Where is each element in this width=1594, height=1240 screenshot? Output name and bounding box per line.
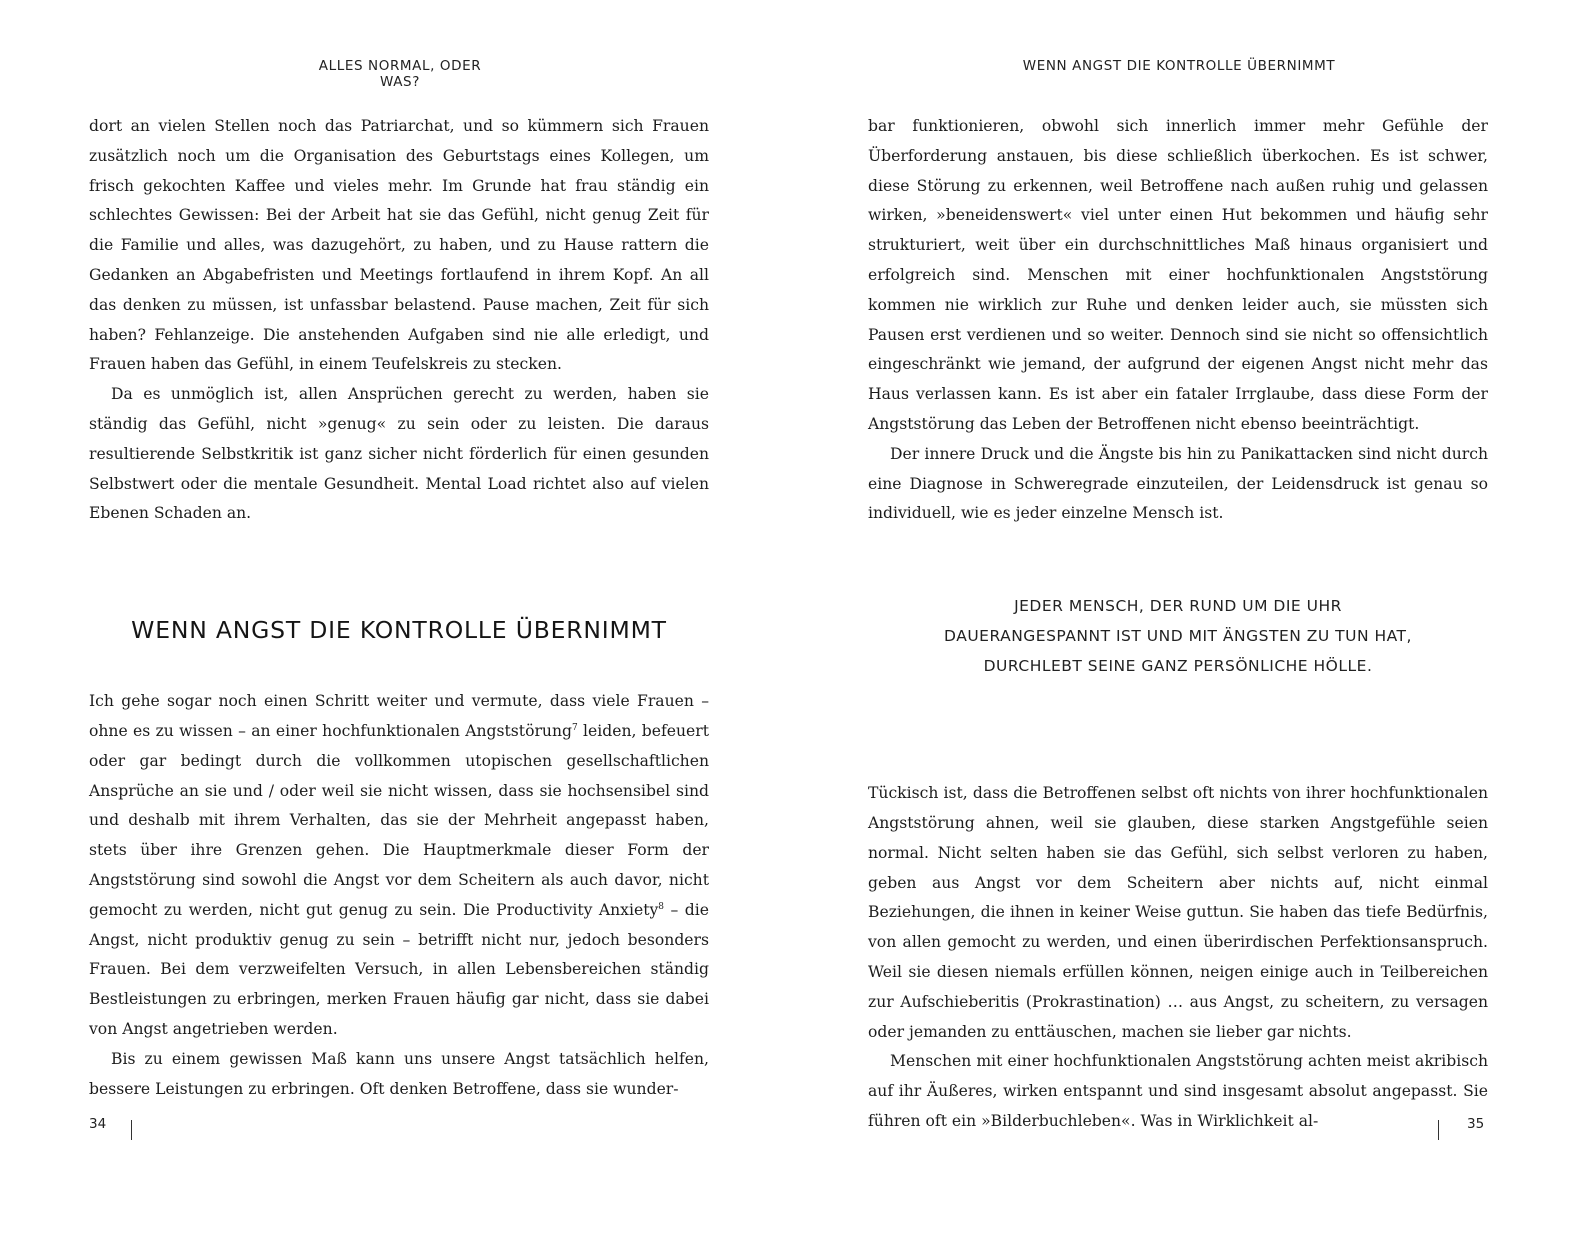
pull-quote-line: DURCHLEBT SEINE GANZ PERSÖNLICHE HÖLLE.	[983, 657, 1373, 676]
body-paragraph: Menschen mit einer hochfunktionalen Angststörung achten meist akribisch auf ihr Äußeres, wirken entspannt und sind insgesamt absolut angepasst. Sie führen oft ein »Bilderbuchleben«. Was in Wirklichkeit al-	[868, 1052, 1488, 1130]
left-text-block	[89, 112, 709, 1104]
right-text-block	[868, 112, 1488, 1137]
body-paragraph: Ich gehe sogar noch einen Schritt weiter und vermute, dass viele Frauen – ohne es zu wissen – an einer hochfunktionalen Angststörung$^7$ leiden, befeuert oder gar bedingt durch die vollkommen utopischen gesellschaftlichen Ansprüche an sie und / oder weil sie nicht wissen, dass sie hochsensibel sind und deshalb mit ihrem Verhalten, das sie der Mehrheit angepasst haben, stets über ihre Grenzen gehen. Die Hauptmerkmale dieser Form der Angststörung sind sowohl die Angst vor dem Scheitern als auch davor, nicht gemocht zu werden, nicht gut genug zu sein. Die Productivity Anxiety$^8$ – die Angst, nicht produktiv genug zu sein – betrifft nicht nur, jedoch besonders Frauen. Bei dem verzweifelten Versuch, in allen Lebensbereichen ständig Bestleistungen zu erbringen, merken Frauen häufig gar nicht, dass sie dabei von Angst angetrieben werden.	[89, 692, 710, 1038]
pull-quote-line: JEDER MENSCH, DER RUND UM DIE UHR	[1014, 597, 1342, 616]
body-paragraph: bar funktionieren, obwohl sich innerlich immer mehr Gefühle der Überforderung anstauen, bis diese schließlich überkochen. Es ist schwer, diese Störung zu erkennen, weil Betroffene nach außen ruhig und gelassen wirken, »beneidenswert« viel unter einen Hut bekommen und häufig sehr strukturiert, weit über ein durchschnittliches Maß hinaus organisiert und erfolgreich sind. Menschen mit einer hochfunktionalen Angststörung kommen nie wirklich zur Ruhe und denken leider auch, sie müssten sich Pausen erst verdienen und so weiter. Dennoch sind sie nicht so offensichtlich eingeschränkt wie jemand, der aufgrund der eigenen Angst nicht mehr das Haus verlassen kann. Es ist aber ein fataler Irrglaube, dass diese Form der Angststörung das Leben der Betroffenen nicht ebenso beeinträchtigt.	[868, 117, 1488, 433]
footnote-marker[interactable]: 8	[658, 901, 665, 912]
body-paragraph: Bis zu einem gewissen Maß kann uns unsere Angst tatsächlich helfen, bessere Leistungen zu erbringen. Oft denken Betroffene, dass sie wunder-	[89, 1049, 709, 1098]
body-paragraph: Tückisch ist, dass die Betroffenen selbst oft nichts von ihrer hochfunktionalen Angststörung ahnen, weil sie glauben, diese starken Angstgefühle seien normal. Nicht selten haben sie das Gefühl, sich selbst verloren zu haben, geben aus Angst vor dem Scheitern aber nichts auf, nicht einmal Beziehungen, die ihnen in keiner Weise guttun. Sie haben das tiefe Bedürfnis, von allen gemocht zu werden, und einen überirdischen Perfektionsanspruch. Weil sie diesen niemals erfüllen können, neigen einige auch in Teilbereichen zur Aufschieberitis (Prokrastination) … aus Angst, zu scheitern, zu versagen oder jemanden zu enttäuschen, machen sie lieber gar nichts.	[868, 784, 1488, 1041]
page-number-left: 34	[89, 1116, 107, 1132]
left-page: ALLES NORMAL, ODER WAS? dort an vielen Stellen noch das Patriarchat, und so kümmern sich Frauen zusätzlich noch um die Organisation des Geburtstags eines Kollegen, um frisch gekochten Kaffee und vieles mehr. Im Grunde hat frau ständig ein schlechtes Gewissen: Bei der Arbeit hat sie das Gefühl, nicht genug Zeit für die Familie und alles, was dazugehört, zu haben, und zu Hause rattern die Gedanken an Abgabefristen und Meetings fortlaufend in ihrem Kopf. An all das denken zu müssen, ist unfassbar belastend. Pause machen, Zeit für sich haben? Fehlanzeige. Die anstehenden Aufgaben sind nie alle erledigt, und Frauen haben das Gefühl, in einem Teufelskreis zu stecken. Da es unmöglich ist, allen Ansprüchen gerecht zu werden, haben sie ständig das Gefühl, nicht »genug« zu sein oder zu leisten. Die daraus resultierende Selbstkritik ist ganz sicher nicht förderlich für einen gesunden Selbstwert oder die mentale Gesundheit. Mental Load richtet also auf vielen Ebenen Schaden an. WENN ANGST DIE KONTROLLE ÜBERNIMMT Ich gehe sogar noch einen Schritt weiter und vermute, dass viele Frauen – ohne es zu wissen – an einer hochfunktionalen Angststörung$^7$ leiden, befeuert oder gar bedingt durch die vollkommen utopischen gesellschaftlichen Ansprüche an sie und / oder weil sie nicht wissen, dass sie hochsensibel sind und deshalb mit ihrem Verhalten, das sie der Mehrheit angepasst haben, stets über ihre Grenzen gehen. Die Hauptmerkmale dieser Form der Angststörung sind sowohl die Angst vor dem Scheitern als auch davor, nicht gemocht zu werden, nicht gut genug zu sein. Die Productivity Anxiety$^8$ – die Angst, nicht produktiv genug zu sein – betrifft nicht nur, jedoch besonders Frauen. Bei dem verzweifelten Versuch, in allen Lebensbereichen ständig Bestleistungen zu erbringen, merken Frauen häufig gar nicht, dass sie dabei von Angst angetrieben werden. Bis zu einem gewissen Maß kann uns unsere Angst tatsächlich helfen, bessere Leistungen zu erbringen. Oft denken Betroffene, dass sie wunder- 34	[0, 0, 797, 1240]
folio-divider	[131, 1120, 132, 1140]
footnote-marker[interactable]: 7	[572, 722, 578, 733]
pull-quote-line: DAUERANGESPANNT IST UND MIT ÄNGSTEN ZU TUN HAT,	[944, 627, 1412, 646]
body-paragraph: dort an vielen Stellen noch das Patriarchat, und so kümmern sich Frauen zusätzlich noch um die Organisation des Geburtstags eines Kollegen, um frisch gekochten Kaffee und vieles mehr. Im Grunde hat frau ständig ein schlechtes Gewissen: Bei der Arbeit hat sie das Gefühl, nicht genug Zeit für die Familie und alles, was dazugehört, zu haben, und zu Hause rattern die Gedanken an Abgabefristen und Meetings fortlaufend in ihrem Kopf. An all das denken zu müssen, ist unfassbar belastend. Pause machen, Zeit für sich haben? Fehlanzeige. Die anstehenden Aufgaben sind nie alle erledigt, und Frauen haben das Gefühl, in einem Teufelskreis zu stecken.	[89, 117, 709, 374]
pull-quote	[868, 591, 1488, 681]
chapter-heading: WENN ANGST DIE KONTROLLE ÜBERNIMMT	[131, 616, 667, 645]
right-page: WENN ANGST DIE KONTROLLE ÜBERNIMMT bar funktionieren, obwohl sich innerlich immer mehr Gefühle der Überforderung anstauen, bis diese schließlich überkochen. Es ist schwer, diese Störung zu erkennen, weil Betroffene nach außen ruhig und gelassen wirken, »beneidenswert« viel unter einen Hut bekommen und häufig sehr strukturiert, weit über ein durchschnittliches Maß hinaus organisiert und erfolgreich sind. Menschen mit einer hochfunktionalen Angststörung kommen nie wirklich zur Ruhe und denken leider auch, sie müssten sich Pausen erst verdienen und so weiter. Dennoch sind sie nicht so offensichtlich eingeschränkt wie jemand, der aufgrund der eigenen Angst nicht mehr das Haus verlassen kann. Es ist aber ein fataler Irrglaube, dass diese Form der Angststörung das Leben der Betroffenen nicht ebenso beeinträchtigt. Der innere Druck und die Ängste bis hin zu Panikattacken sind nicht durch eine Diagnose in Schweregrade einzuteilen, der Leidensdruck ist genau so individuell, wie es jeder einzelne Mensch ist. JEDER MENSCH, DER RUND UM DIE UHR DAUERANGESPANNT IST UND MIT ÄNGSTEN ZU TUN HAT, DURCHLEBT SEINE GANZ PERSÖNLICHE HÖLLE. Tückisch ist, dass die Betroffenen selbst oft nichts von ihrer hochfunktionalen Angststörung ahnen, weil sie glauben, diese starken Angstgefühle seien normal. Nicht selten haben sie das Gefühl, sich selbst verloren zu haben, geben aus Angst vor dem Scheitern aber nichts auf, nicht einmal Beziehungen, die ihnen in keiner Weise guttun. Sie haben das tiefe Bedürfnis, von allen gemocht zu werden, und einen überirdischen Perfektionsanspruch. Weil sie diesen niemals erfüllen können, neigen einige auch in Teilbereichen zur Aufschieberitis (Prokrastination) … aus Angst, zu scheitern, zu versagen oder jemanden zu enttäuschen, machen sie lieber gar nichts. Menschen mit einer hochfunktionalen Angststörung achten meist akribisch auf ihr Äußeres, wirken entspannt und sind insgesamt absolut angepasst. Sie führen oft ein »Bilderbuchleben«. Was in Wirklichkeit al- 35	[797, 0, 1594, 1240]
page-number-right: 35	[1467, 1116, 1485, 1132]
folio-divider	[1438, 1120, 1439, 1140]
body-paragraph: Der innere Druck und die Ängste bis hin zu Panikattacken sind nicht durch eine Diagnose in Schweregrade einzuteilen, der Leidensdruck ist genau so individuell, wie es jeder einzelne Mensch ist.	[868, 444, 1488, 523]
body-paragraph: Da es unmöglich ist, allen Ansprüchen gerecht zu werden, haben sie ständig das Gefühl, nicht »genug« zu sein oder zu leisten. Die daraus resultierende Selbstkritik ist ganz sicher nicht förderlich für einen gesunden Selbstwert oder die mentale Gesundheit. Mental Load richtet also auf vielen Ebenen Schaden an.	[89, 385, 709, 523]
